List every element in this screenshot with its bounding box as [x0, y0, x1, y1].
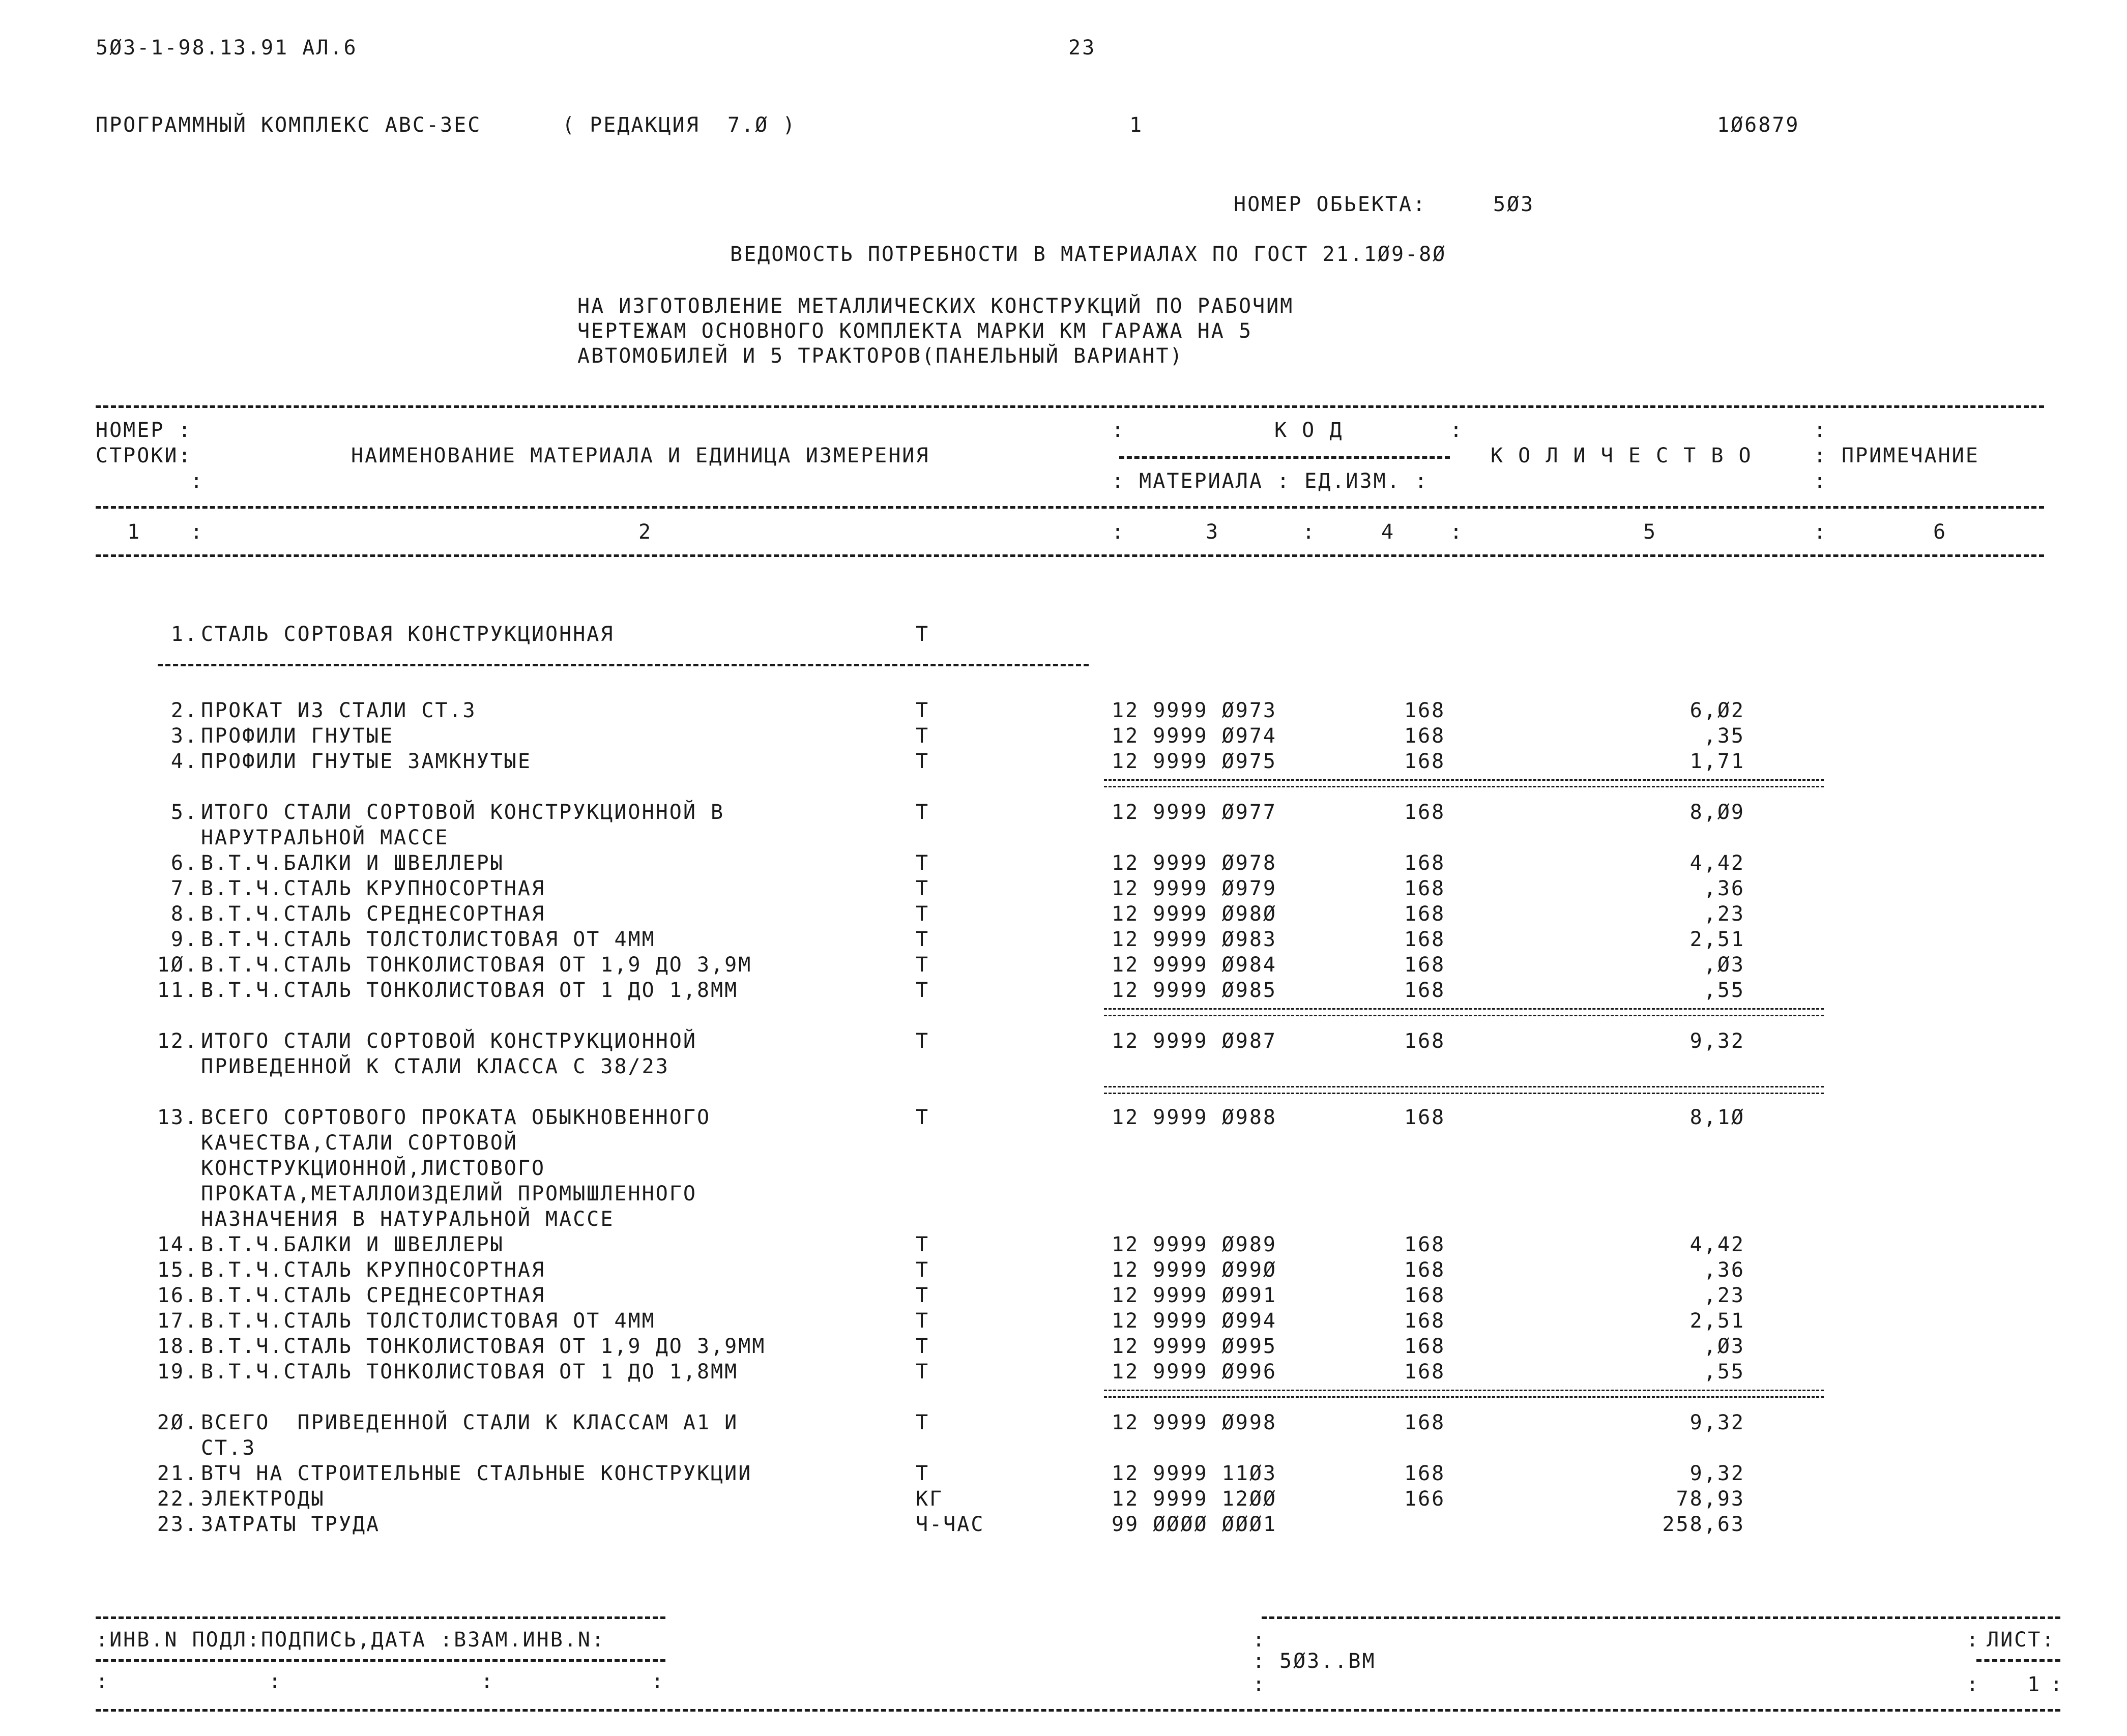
header-qty-sep-1: : [1814, 419, 1826, 442]
header-qty: К О Л И Ч Е С Т В О [1491, 444, 1753, 467]
stamp-right-sep-1: : [1252, 1628, 1265, 1652]
row-unit: Т [916, 801, 930, 824]
row-code: 12 9999 Ø996 [1112, 1360, 1277, 1384]
row-unit: Т [916, 750, 930, 773]
row-number: 2Ø. [157, 1411, 198, 1434]
row-code: 12 9999 Ø988 [1112, 1106, 1277, 1129]
stamp-left-sep-1: : [96, 1670, 108, 1693]
row-unit-code: 168 [1404, 851, 1446, 875]
row-number: 1Ø. [157, 953, 198, 977]
row-unit-code: 168 [1404, 1233, 1446, 1256]
row-number: 3. [170, 724, 198, 748]
row-quantity: ,55 [1703, 979, 1745, 1002]
row-name: ИТОГО СТАЛИ СОРТОВОЙ КОНСТРУКЦИОННОЙ [201, 1029, 697, 1053]
header-col1-line1: НОМЕР : [96, 419, 192, 442]
header-code-sep-left: : [1112, 419, 1124, 442]
right-number: 1Ø6879 [1717, 113, 1800, 137]
row-quantity: 2,51 [1689, 1309, 1745, 1333]
row-unit-code: 168 [1404, 1258, 1446, 1282]
row-number: 1. [170, 623, 198, 646]
row-number: 2. [170, 699, 198, 722]
row-number: 4. [170, 750, 198, 773]
page-bottom-rule [96, 1709, 2060, 1712]
header-code-rule [1119, 456, 1450, 459]
table-row-continuation [0, 1054, 2127, 1079]
table-row [0, 1359, 2127, 1385]
header-bottom-rule [96, 554, 2044, 557]
row-unit: Т [916, 1335, 930, 1358]
row-code: 12 9999 Ø998 [1112, 1411, 1277, 1434]
row-unit: Т [916, 1309, 930, 1333]
row-number: 5. [170, 801, 198, 824]
stamp-right-top-rule [1262, 1616, 2060, 1619]
row-quantity: 78,93 [1676, 1487, 1745, 1511]
row-number: 15. [157, 1258, 198, 1282]
row-unit: Т [916, 877, 930, 900]
row-unit: Т [916, 1106, 930, 1129]
row-unit-code: 168 [1404, 1106, 1446, 1129]
row-name-line-4: ПРОКАТА,МЕТАЛЛОИЗДЕЛИЙ ПРОМЫШЛЕННОГО [201, 1182, 697, 1205]
table-row [0, 1028, 2127, 1054]
colnum-1: 1 [127, 520, 141, 544]
row-number: 17. [157, 1309, 198, 1333]
table-row [0, 876, 2127, 901]
row-unit-code: 168 [1404, 1335, 1446, 1358]
sheet-rule [1976, 1659, 2060, 1662]
row-quantity: 9,32 [1689, 1462, 1745, 1485]
row-name-line-2: СТ.3 [201, 1436, 256, 1460]
table-row [0, 723, 2127, 749]
row-quantity: 8,1Ø [1689, 1106, 1745, 1129]
sheet-sep-right: : [2050, 1673, 2063, 1696]
row-quantity: 6,Ø2 [1689, 699, 1745, 722]
row-code: 12 9999 Ø98Ø [1112, 902, 1277, 926]
table-row [0, 901, 2127, 927]
row-name: СТАЛЬ СОРТОВАЯ КОНСТРУКЦИОННАЯ [201, 623, 615, 646]
table-row [0, 978, 2127, 1003]
row-name: ПРОФИЛИ ГНУТЫЕ ЗАМКНУТЫЕ [201, 750, 532, 773]
row-name: ВСЕГО СОРТОВОГО ПРОКАТА ОБЫКНОВЕННОГО [201, 1106, 711, 1129]
row-unit: Т [916, 928, 930, 951]
row-quantity: 4,42 [1689, 851, 1745, 875]
colnum-5: 5 [1643, 520, 1657, 544]
table-row [0, 698, 2127, 723]
document-mark: 5Ø3..ВМ [1279, 1650, 1376, 1673]
row-number: 12. [157, 1029, 198, 1053]
row-name: ВСЕГО ПРИВЕДЕННОЙ СТАЛИ К КЛАССАМ А1 И [201, 1411, 739, 1434]
table-row [0, 749, 2127, 774]
row-unit-code: 168 [1404, 1284, 1446, 1307]
row-code: 12 9999 Ø99Ø [1112, 1258, 1277, 1282]
row-number: 18. [157, 1335, 198, 1358]
stamp-right-sep-2: : [1252, 1650, 1265, 1673]
row-code: 12 9999 Ø977 [1112, 801, 1277, 824]
table-row [0, 1461, 2127, 1486]
table-row [0, 1334, 2127, 1359]
doc-code: 5Ø3-1-98.13.91 АЛ.6 [96, 36, 358, 60]
row-quantity: ,23 [1703, 902, 1745, 926]
row-number: 19. [157, 1360, 198, 1384]
row-code: 12 9999 Ø995 [1112, 1335, 1277, 1358]
row-unit-code: 168 [1404, 1029, 1446, 1053]
row-unit-code: 168 [1404, 801, 1446, 824]
row-name: В.Т.Ч.БАЛКИ И ШВЕЛЛЕРЫ [201, 851, 504, 875]
colnum-3: 3 [1206, 520, 1220, 544]
row-unit-code: 168 [1404, 1360, 1446, 1384]
row-code: 12 9999 Ø974 [1112, 724, 1277, 748]
row-name: В.Т.Ч.СТАЛЬ ТОЛСТОЛИСТОВАЯ ОТ 4ММ [201, 1309, 656, 1333]
row-unit-code: 168 [1404, 1411, 1446, 1434]
row-number: 8. [170, 902, 198, 926]
row-name-line-3: КОНСТРУКЦИОННОЙ,ЛИСТОВОГО [201, 1157, 546, 1180]
object-label: НОМЕР ОБЬЕКТА: [1234, 193, 1427, 216]
sheet-sep-left-1: : [1966, 1628, 1979, 1652]
table-top-rule [96, 405, 2044, 408]
table-row [0, 952, 2127, 978]
row-code: 12 9999 Ø994 [1112, 1309, 1277, 1333]
table-row [0, 1512, 2127, 1537]
table-row [0, 1105, 2127, 1130]
row-unit: Т [916, 623, 930, 646]
table-row [0, 622, 2127, 647]
subtitle-line-2: ЧЕРТЕЖАМ ОСНОВНОГО КОМПЛЕКТА МАРКИ КМ ГАРАЖА НА 5 [577, 319, 1253, 343]
row-unit: Т [916, 1029, 930, 1053]
row-number: 22. [157, 1487, 198, 1511]
row-unit: Т [916, 1284, 930, 1307]
row-number: 16. [157, 1284, 198, 1307]
row-quantity: 2,51 [1689, 928, 1745, 951]
colnum-sep-5: : [1814, 520, 1826, 544]
sheet-label: ЛИСТ: [1987, 1628, 2056, 1652]
row-unit: Т [916, 724, 930, 748]
table-row [0, 927, 2127, 952]
row-number: 14. [157, 1233, 198, 1256]
row-quantity: ,35 [1703, 724, 1745, 748]
row-unit: Т [916, 851, 930, 875]
table-row [0, 1232, 2127, 1257]
stamp-left-sep-3: : [481, 1670, 493, 1693]
row-name: ПРОКАТ ИЗ СТАЛИ СТ.3 [201, 699, 477, 722]
table-row [0, 1486, 2127, 1512]
header-mid-rule [96, 506, 2044, 509]
row-code: 12 9999 Ø984 [1112, 953, 1277, 977]
row-name: ЗАТРАТЫ ТРУДА [201, 1513, 381, 1536]
stamp-left-top-rule [96, 1616, 665, 1619]
row-number: 7. [170, 877, 198, 900]
table-row [0, 800, 2127, 825]
colnum-4: 4 [1381, 520, 1395, 544]
row-name: В.Т.Ч.СТАЛЬ СРЕДНЕСОРТНАЯ [201, 902, 546, 926]
subtotal-rule [1104, 779, 1824, 787]
row-unit-code: 168 [1404, 699, 1446, 722]
row-unit: Т [916, 1462, 930, 1485]
table-row-continuation [0, 825, 2127, 850]
row-name: В.Т.Ч.СТАЛЬ ТОНКОЛИСТОВАЯ ОТ 1,9 ДО 3,9ММ [201, 1335, 766, 1358]
sheet-sep-left-2: : [1966, 1673, 1979, 1696]
row-name: В.Т.Ч.СТАЛЬ СРЕДНЕСОРТНАЯ [201, 1284, 546, 1307]
row-quantity: ,Ø3 [1703, 953, 1745, 977]
subtotal-rule [1104, 1008, 1824, 1016]
row-unit-code: 168 [1404, 750, 1446, 773]
row-quantity: 9,32 [1689, 1029, 1745, 1053]
row-unit-code: 168 [1404, 724, 1446, 748]
stamp-labels: :ИНВ.N ПОДЛ:ПОДПИСЬ,ДАТА :ВЗАМ.ИНВ.N: [96, 1628, 606, 1652]
row-unit: Т [916, 699, 930, 722]
colnum-sep-3: : [1302, 520, 1315, 544]
row-quantity: ,Ø3 [1703, 1335, 1745, 1358]
row-unit: Т [916, 902, 930, 926]
row-unit-code: 168 [1404, 979, 1446, 1002]
row-number: 11. [157, 979, 198, 1002]
row-name: ВТЧ НА СТРОИТЕЛЬНЫЕ СТАЛЬНЫЕ КОНСТРУКЦИИ [201, 1462, 752, 1485]
row-code: 12 9999 12ØØ [1112, 1487, 1277, 1511]
stamp-right-sep-3: : [1252, 1673, 1265, 1696]
stamp-left-mid-rule [96, 1659, 665, 1662]
row-code: 99 ØØØØ ØØØ1 [1112, 1513, 1277, 1536]
program-name: ПРОГРАММНЫЙ КОМПЛЕКС АВС-3ЕС [96, 113, 482, 137]
table-row-continuation [0, 1435, 2127, 1461]
colnum-sep-4: : [1450, 520, 1463, 544]
sheet-number: 1 [2027, 1673, 2042, 1696]
row-quantity: 8,Ø9 [1689, 801, 1745, 824]
row-number: 21. [157, 1462, 198, 1485]
row-quantity: 9,32 [1689, 1411, 1745, 1434]
subtitle-line-1: НА ИЗГОТОВЛЕНИЕ МЕТАЛЛИЧЕСКИХ КОНСТРУКЦИЙ ПО РАБОЧИМ [577, 295, 1294, 318]
header-code-sep-right: : [1450, 419, 1463, 442]
colnum-6: 6 [1933, 520, 1947, 544]
colnum-sep-2: : [1112, 520, 1124, 544]
table-row-continuation [0, 1207, 2127, 1232]
table-row-continuation [0, 1130, 2127, 1156]
row-unit: Т [916, 1360, 930, 1384]
header-note: ПРИМЕЧАНИЕ [1842, 444, 1979, 467]
header-code-sub: : МАТЕРИАЛА : ЕД.ИЗМ. : [1112, 469, 1429, 493]
row-unit: Т [916, 1411, 930, 1434]
table-row-continuation [0, 1181, 2127, 1207]
row-unit: Ч-ЧАС [916, 1513, 985, 1536]
row-quantity: 4,42 [1689, 1233, 1745, 1256]
row-quantity: 1,71 [1689, 750, 1745, 773]
row-unit: КГ [916, 1487, 944, 1511]
subtitle-line-3: АВТОМОБИЛЕЙ И 5 ТРАКТОРОВ(ПАНЕЛЬНЫЙ ВАРИАНТ) [577, 344, 1184, 368]
row-quantity: 258,63 [1662, 1513, 1745, 1536]
row-code: 12 9999 Ø978 [1112, 851, 1277, 875]
table-row [0, 1257, 2127, 1283]
row-unit: Т [916, 953, 930, 977]
row-unit: Т [916, 1258, 930, 1282]
row-unit-code: 168 [1404, 902, 1446, 926]
row-name: В.Т.Ч.СТАЛЬ ТОНКОЛИСТОВАЯ ОТ 1 ДО 1,8ММ [201, 1360, 739, 1384]
row-name-line-5: НАЗНАЧЕНИЯ В НАТУРАЛЬНОЙ МАССЕ [201, 1208, 615, 1231]
row-unit-code: 168 [1404, 1309, 1446, 1333]
row-number: 9. [170, 928, 198, 951]
row-unit-code: 166 [1404, 1487, 1446, 1511]
row-code: 12 9999 Ø985 [1112, 979, 1277, 1002]
row-quantity: ,36 [1703, 1258, 1745, 1282]
subtotal-rule [1104, 1086, 1824, 1094]
row-unit-code: 168 [1404, 953, 1446, 977]
header-qty-sep-3: : [1814, 469, 1826, 493]
center-number: 1 [1129, 113, 1144, 137]
table-row [0, 1283, 2127, 1308]
table-row [0, 850, 2127, 876]
row-unit-code: 168 [1404, 877, 1446, 900]
row-code: 12 9999 Ø987 [1112, 1029, 1277, 1053]
row-code: 12 9999 Ø991 [1112, 1284, 1277, 1307]
row-code: 12 9999 11Ø3 [1112, 1462, 1277, 1485]
row-name: В.Т.Ч.СТАЛЬ КРУПНОСОРТНАЯ [201, 877, 546, 900]
header-col1-sep: : [190, 469, 203, 493]
row-unit-code: 168 [1404, 1462, 1446, 1485]
row-unit: Т [916, 1233, 930, 1256]
object-number: 5Ø3 [1493, 193, 1535, 216]
table-row [0, 1308, 2127, 1334]
header-code: К О Д [1274, 419, 1344, 442]
program-edition: ( РЕДАКЦИЯ 7.Ø ) [562, 113, 797, 137]
row-unit-code: 168 [1404, 928, 1446, 951]
section-rule [158, 664, 1089, 666]
row-name: В.Т.Ч.БАЛКИ И ШВЕЛЛЕРЫ [201, 1233, 504, 1256]
row-name: ЭЛЕКТРОДЫ [201, 1487, 325, 1511]
header-col1-line2: СТРОКИ: [96, 444, 192, 467]
row-quantity: ,23 [1703, 1284, 1745, 1307]
row-code: 12 9999 Ø979 [1112, 877, 1277, 900]
header-col2: НАИМЕНОВАНИЕ МАТЕРИАЛА И ЕДИНИЦА ИЗМЕРЕНИЯ [351, 444, 930, 467]
row-name: ИТОГО СТАЛИ СОРТОВОЙ КОНСТРУКЦИОННОЙ В [201, 801, 725, 824]
row-name: В.Т.Ч.СТАЛЬ КРУПНОСОРТНАЯ [201, 1258, 546, 1282]
row-name-line-2: ПРИВЕДЕННОЙ К СТАЛИ КЛАССА С 38/23 [201, 1055, 669, 1078]
row-unit: Т [916, 979, 930, 1002]
stamp-left-sep-4: : [651, 1670, 664, 1693]
colnum-2: 2 [638, 520, 653, 544]
row-name: В.Т.Ч.СТАЛЬ ТОНКОЛИСТОВАЯ ОТ 1 ДО 1,8ММ [201, 979, 739, 1002]
row-code: 12 9999 Ø983 [1112, 928, 1277, 951]
document-title: ВЕДОМОСТЬ ПОТРЕБНОСТИ В МАТЕРИАЛАХ ПО ГОСТ 21.1Ø9-8Ø [730, 243, 1447, 266]
stamp-left-sep-2: : [269, 1670, 281, 1693]
row-number: 13. [157, 1106, 198, 1129]
row-name: В.Т.Ч.СТАЛЬ ТОЛСТОЛИСТОВАЯ ОТ 4ММ [201, 928, 656, 951]
header-qty-sep-2: : [1814, 444, 1826, 467]
row-code: 12 9999 Ø975 [1112, 750, 1277, 773]
subtotal-rule [1104, 1390, 1824, 1398]
row-code: 12 9999 Ø989 [1112, 1233, 1277, 1256]
page-number: 23 [1068, 36, 1096, 60]
row-name: В.Т.Ч.СТАЛЬ ТОНКОЛИСТОВАЯ ОТ 1,9 ДО 3,9М [201, 953, 752, 977]
row-quantity: ,55 [1703, 1360, 1745, 1384]
row-number: 23. [157, 1513, 198, 1536]
row-name: ПРОФИЛИ ГНУТЫЕ [201, 724, 394, 748]
table-row-continuation [0, 1156, 2127, 1181]
table-row [0, 1410, 2127, 1435]
row-name-line-2: КАЧЕСТВА,СТАЛИ СОРТОВОЙ [201, 1131, 518, 1155]
row-code: 12 9999 Ø973 [1112, 699, 1277, 722]
row-quantity: ,36 [1703, 877, 1745, 900]
colnum-sep-1: : [190, 520, 203, 544]
row-name-line-2: НАРУТРАЛЬНОЙ МАССЕ [201, 826, 449, 849]
row-number: 6. [170, 851, 198, 875]
